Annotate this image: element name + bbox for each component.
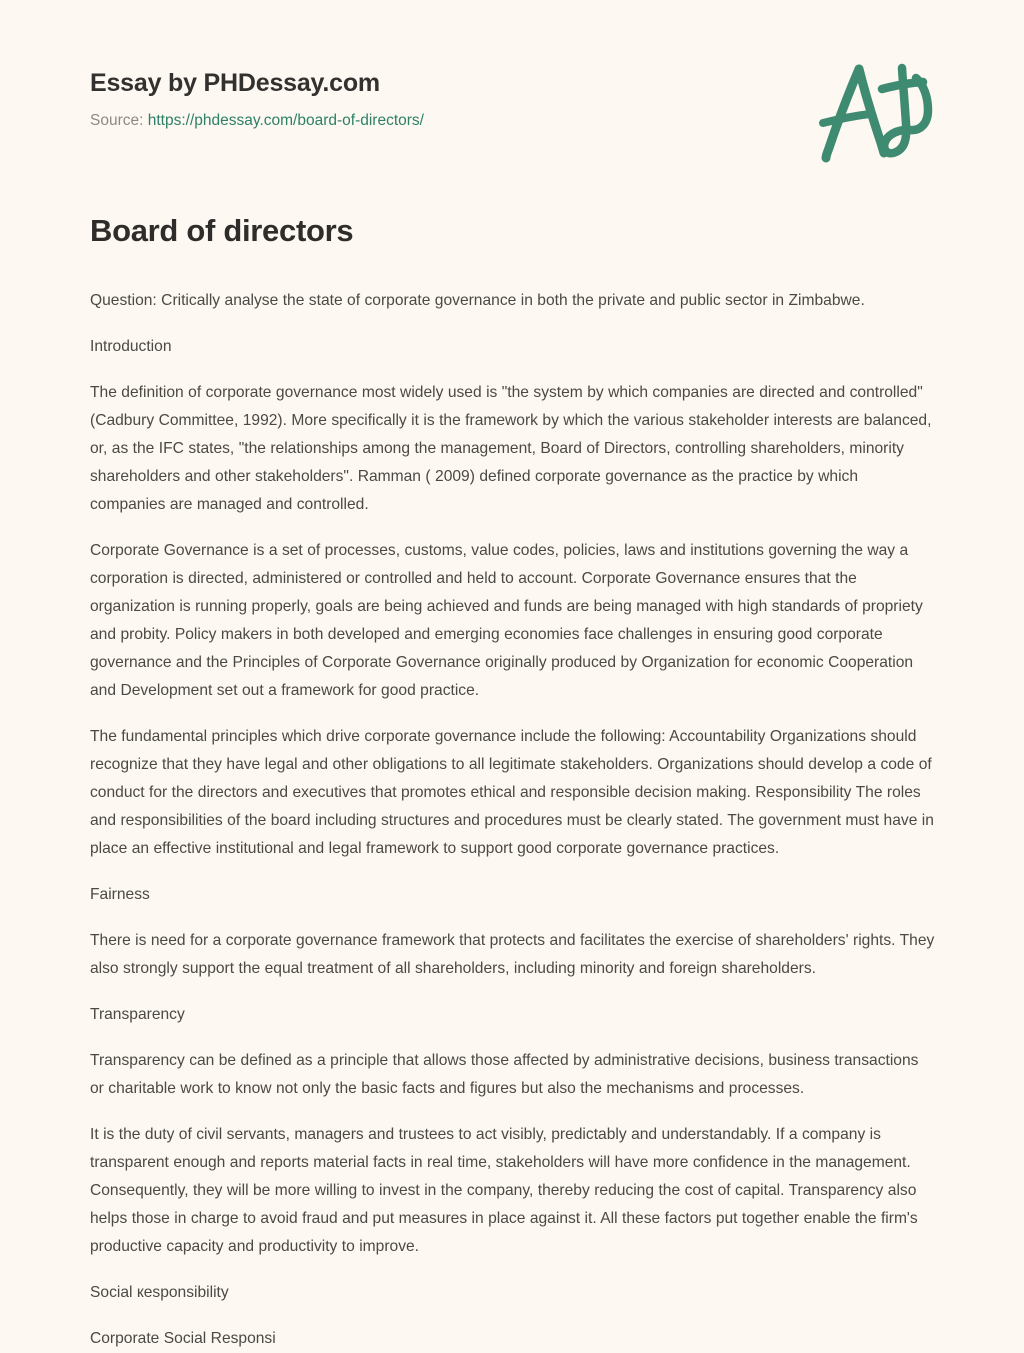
- paragraph-transparency-heading: Transparency: [90, 1005, 185, 1023]
- paragraph-transparency-body: Transparency can be defined as a principle that allows those affected by administrative decisions, business transactions or charitable work to know not only the basic facts and figures but also the mechanisms and processes.: [90, 1051, 919, 1097]
- paragraph-introduction-heading: Introduction: [90, 337, 172, 355]
- paragraph-fairness-heading: Fairness: [90, 885, 150, 903]
- paragraph-fairness-body: There is need for a corporate governance framework that protects and facilitates the exercise of shareholders' rights. They also strongly support the equal treatment of all shareholders, including minority and foreign shareholders.: [90, 931, 935, 977]
- phdessay-aplus-logo: [806, 52, 946, 172]
- paragraph-duty: It is the duty of civil servants, managers and trustees to act visibly, predictably and understandably. If a company is transparent enough and reports material facts in real time, stakeholders will have more confidence in the management. Consequently, they will be more willing to invest in the company, thereby reducing the cost of capital. Transparency also helps those in charge to avoid fraud and put measures in place against it. All these factors put together enable the firm's productive capacity and productivity to improve.: [90, 1125, 918, 1255]
- paragraph-question: Question: Critically analyse the state of corporate governance in both the private and public sector in Zimbabwe.: [90, 291, 865, 309]
- source-label: Source:: [90, 112, 144, 129]
- source-line: [90, 111, 424, 131]
- brand-block: [90, 68, 424, 131]
- source-url-link[interactable]: https://phdessay.com/board-of-directors/: [147, 112, 424, 129]
- aplus-icon: [806, 52, 946, 172]
- article-body: [90, 212, 935, 1353]
- paragraph-principles: The fundamental principles which drive corporate governance include the following: Accountability Organizations should recognize that they have legal and other obligations to all legitimate stakeholders. Organizations should develop a code of conduct for the directors and executives that promotes ethical and responsible decision making. Responsibility The roles and responsibilities of the board including structures and procedures must be clearly stated. The government must have in place an effective institutional and legal framework to support good corporate governance practices.: [90, 727, 934, 857]
- paragraph-social-responsibility-heading: Social кesponsibility: [90, 1283, 229, 1301]
- brand-title: Essay by PHDessay.com: [90, 69, 380, 97]
- paragraph-governance-set: Corporate Governance is a set of processes, customs, value codes, policies, laws and institutions governing the way a corporation is directed, administered or controlled and held to account. Corporate Governance ensures that the organization is running properly, goals are being achieved and funds are being managed with high standards of propriety and probity. Policy makers in both developed and emerging economies face challenges in ensuring good corporate governance and the Principles of Corporate Governance originally produced by Organization for economic Cooperation and Development set out a framework for good practice.: [90, 541, 923, 699]
- page-title: Board of directors: [90, 213, 354, 248]
- page-header: [0, 0, 1024, 190]
- paragraph-csr-truncated: Corporate Social Responsi: [90, 1329, 276, 1347]
- paragraph-definition: The definition of corporate governance most widely used is "the system by which companies are directed and controlled" (Cadbury Committee, 1992). More specifically it is the framework by which the various stakeholder interests are balanced, or, as the IFC states, "the relationships among the management, Board of Directors, controlling shareholders, minority shareholders and other stakeholders". Ramman ( 2009) defined corporate governance as the practice by which companies are managed and controlled.: [90, 383, 932, 513]
